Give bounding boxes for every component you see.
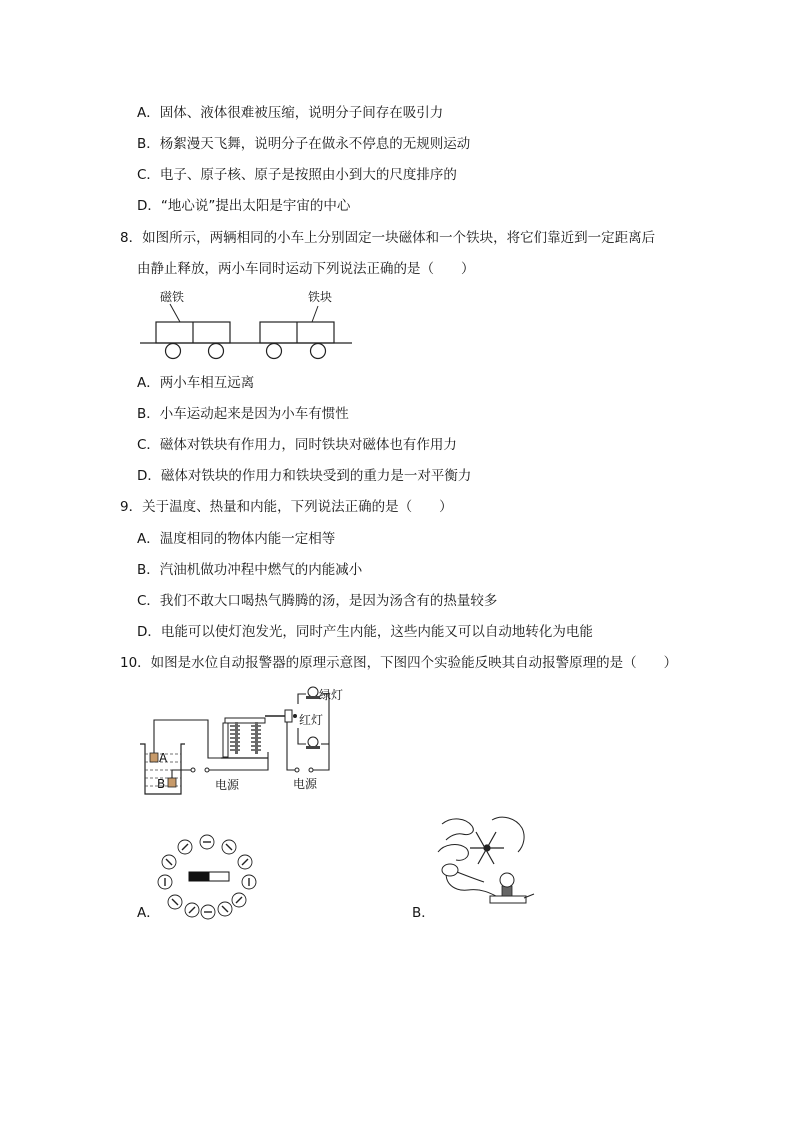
q10-option-b-figure: [432, 812, 542, 912]
q9-option-c: C．我们不敢大口喝热气腾腾的汤，是因为汤含有的热量较多: [137, 593, 498, 609]
electromagnet-relay: [221, 716, 287, 758]
right-cart-wheel: [311, 344, 326, 359]
green-lamp: [306, 687, 320, 699]
magnet-label: 磁铁: [160, 290, 185, 304]
red-lamp: [306, 737, 320, 749]
hands-cranking: [438, 817, 524, 860]
q10-stem: 10．如图是水位自动报警器的原理示意图，下图四个实验能反映其自动报警原理的是（ ）: [120, 655, 678, 671]
right-cart: [260, 289, 334, 359]
q10-alarm-circuit-figure: [135, 682, 350, 802]
q9-option-a: A．温度相同的物体内能一定相等: [137, 531, 336, 547]
red-lamp-label: 红灯: [299, 713, 324, 727]
q10-option-b-label: B．: [412, 905, 435, 921]
right-cart-wheel: [267, 344, 282, 359]
electrode-a: [150, 753, 158, 762]
electrode-a-label: A: [159, 751, 168, 765]
q10-option-a-figure: [155, 830, 265, 920]
q7-option-b: B．杨絮漫天飞舞，说明分子在做永不停息的无规则运动: [137, 136, 471, 152]
power-source-2-label: 电源: [293, 777, 318, 791]
power-source-1-label: 电源: [215, 778, 240, 792]
light-bulb-stand: [490, 873, 534, 903]
q9-stem: 9．关于温度、热量和内能，下列说法正确的是（ ）: [120, 499, 453, 515]
left-cart-wheel: [209, 344, 224, 359]
electrode-b-label: B: [157, 777, 166, 791]
q10-option-a-label: A．: [137, 905, 160, 921]
magnet-pointer: [170, 304, 180, 322]
q8-carts-figure: [140, 286, 355, 364]
q8-option-d: D．磁体对铁块的作用力和铁块受到的重力是一对平衡力: [137, 468, 472, 484]
left-cart: [156, 289, 230, 359]
q8-option-c: C．磁体对铁块有作用力，同时铁块对磁体也有作用力: [137, 437, 457, 453]
bar-magnet: [189, 872, 229, 881]
generator-coil: [470, 832, 504, 864]
q8-stem-line2: 由静止释放，两小车同时运动下列说法正确的是（ ）: [137, 261, 475, 277]
water-beaker: [140, 744, 185, 794]
q9-option-d: D．电能可以使灯泡发光，同时产生内能，这些内能又可以自动地转化为电能: [137, 624, 593, 640]
q9-option-b: B．汽油机做功冲程中燃气的内能减小: [137, 562, 363, 578]
iron-pointer: [312, 306, 318, 322]
q7-option-d: D．“地心说”提出太阳是宇宙的中心: [137, 198, 351, 214]
q8-stem-line1: 8．如图所示，两辆相同的小车上分别固定一块磁体和一个铁块，将它们靠近到一定距离后: [120, 230, 656, 246]
green-lamp-label: 绿灯: [319, 688, 344, 702]
wires: [442, 864, 500, 898]
q8-option-a: A．两小车相互远离: [137, 375, 255, 391]
left-cart-wheel: [166, 344, 181, 359]
electrode-b: [168, 778, 176, 787]
iron-label: 铁块: [308, 290, 333, 304]
q8-option-b: B．小车运动起来是因为小车有惯性: [137, 406, 349, 422]
q7-option-a: A．固体、液体很难被压缩，说明分子间存在吸引力: [137, 105, 444, 121]
q7-option-c: C．电子、原子核、原子是按照由小到大的尺度排序的: [137, 167, 457, 183]
